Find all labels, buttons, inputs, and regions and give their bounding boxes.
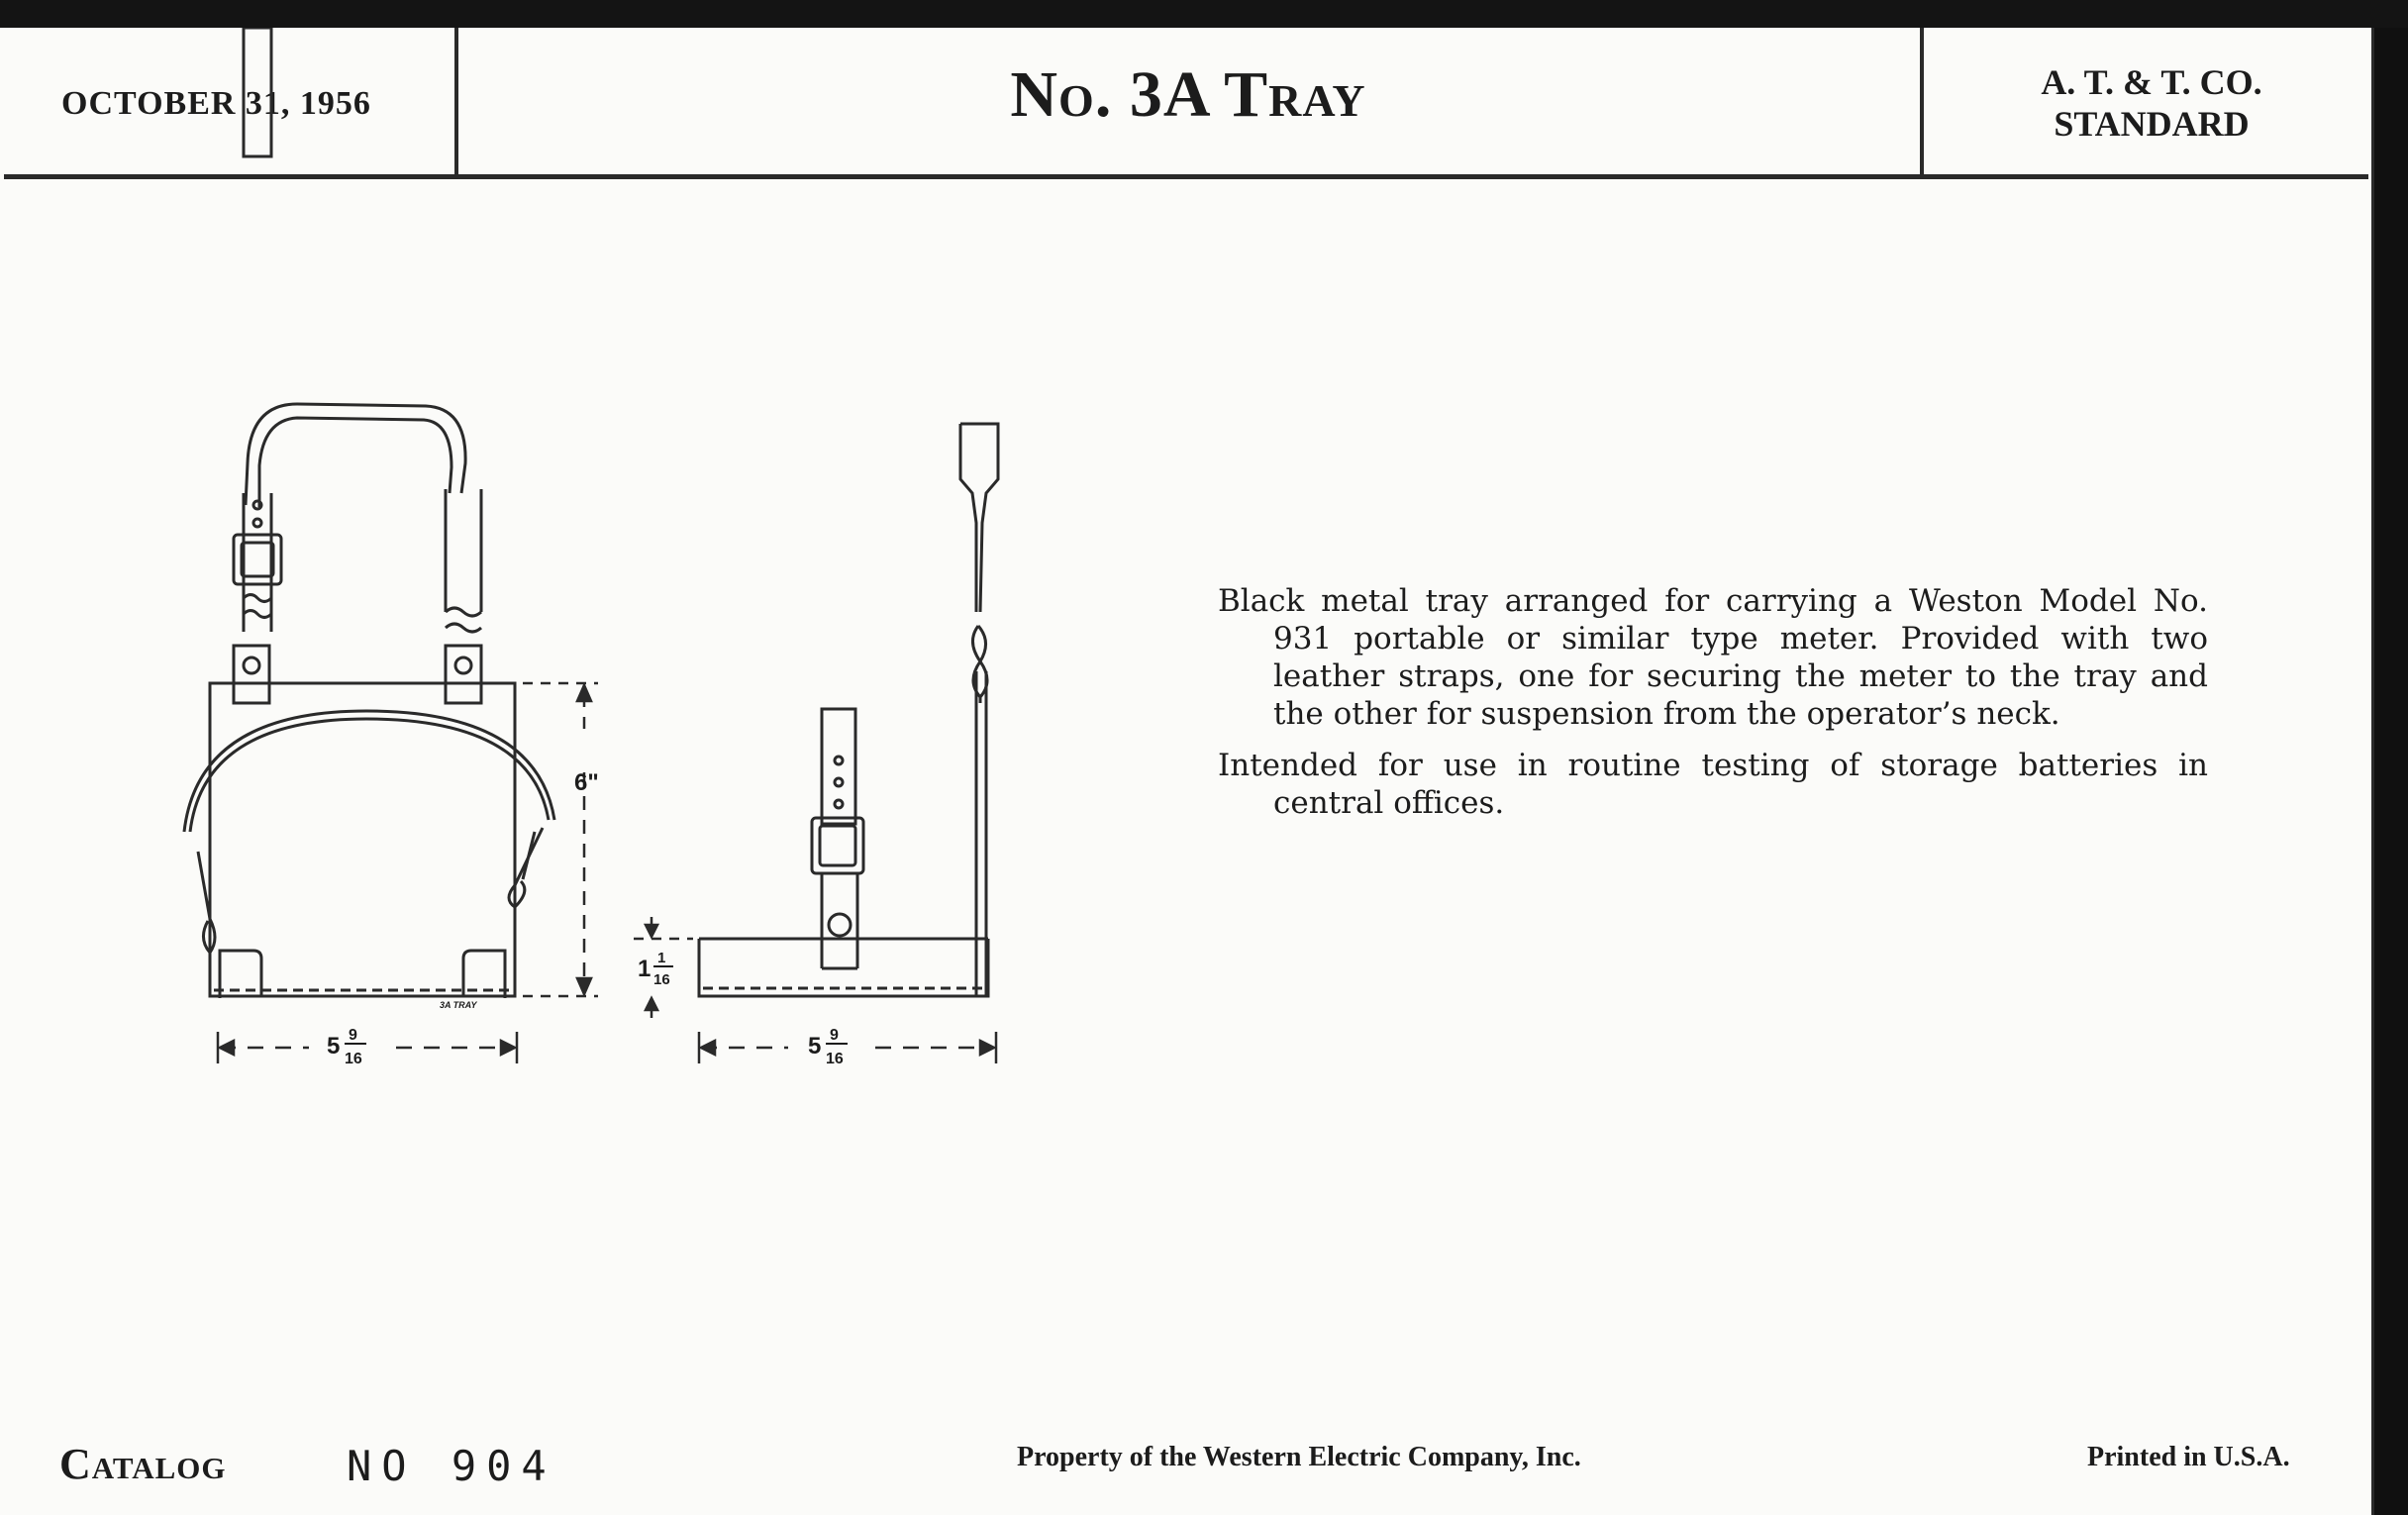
tray-drawing — [0, 28, 1089, 1117]
strap-hole — [253, 519, 261, 527]
catalog-label: Catalog — [59, 1440, 227, 1488]
standard-company: A. T. & T. CO. — [2041, 62, 2262, 102]
scan-edge — [2374, 28, 2408, 1515]
depth-num: 1 — [657, 950, 666, 966]
property-notice: Property of the Western Electric Company, Inc. — [1017, 1442, 1581, 1472]
depth-den: 16 — [653, 971, 670, 988]
depth-whole: 1 — [638, 956, 652, 982]
printed-notice: Printed in U.S.A. — [2087, 1442, 2290, 1472]
catalog-number: NO 904 — [347, 1442, 556, 1490]
front-view — [184, 28, 554, 998]
tray-stamp: 3A TRAY — [440, 1000, 477, 1010]
description-paragraph-1: Black metal tray arranged for carrying a Weston Model No. 931 portable or similar type meter. Provided with two leather straps, one for securing the meter to the tray and the other for suspension from the operator’s neck. — [1218, 583, 2208, 732]
description — [1218, 582, 2208, 836]
catalog-sheet — [0, 28, 2374, 1515]
strap-hole — [253, 501, 261, 509]
standard-block — [1929, 61, 2374, 145]
standard-label: STANDARD — [2054, 104, 2250, 144]
front-width-whole: 5 — [327, 1033, 341, 1060]
header-divider-right — [1920, 28, 1924, 174]
strap-left-end — [244, 28, 271, 156]
description-paragraph-2: Intended for use in routine testing of storage batteries in central offices. — [1218, 748, 2208, 821]
side-view — [699, 424, 998, 996]
page-title: No. 3A Tray — [1010, 58, 1366, 131]
front-width-den: 16 — [345, 1051, 362, 1067]
side-width-whole: 5 — [808, 1033, 822, 1060]
side-width-num: 9 — [830, 1027, 839, 1044]
issue-date: OCTOBER 31, 1956 — [61, 85, 371, 122]
height-label: 6" — [574, 769, 599, 796]
side-width-den: 16 — [826, 1051, 844, 1067]
front-width-num: 9 — [349, 1027, 357, 1044]
